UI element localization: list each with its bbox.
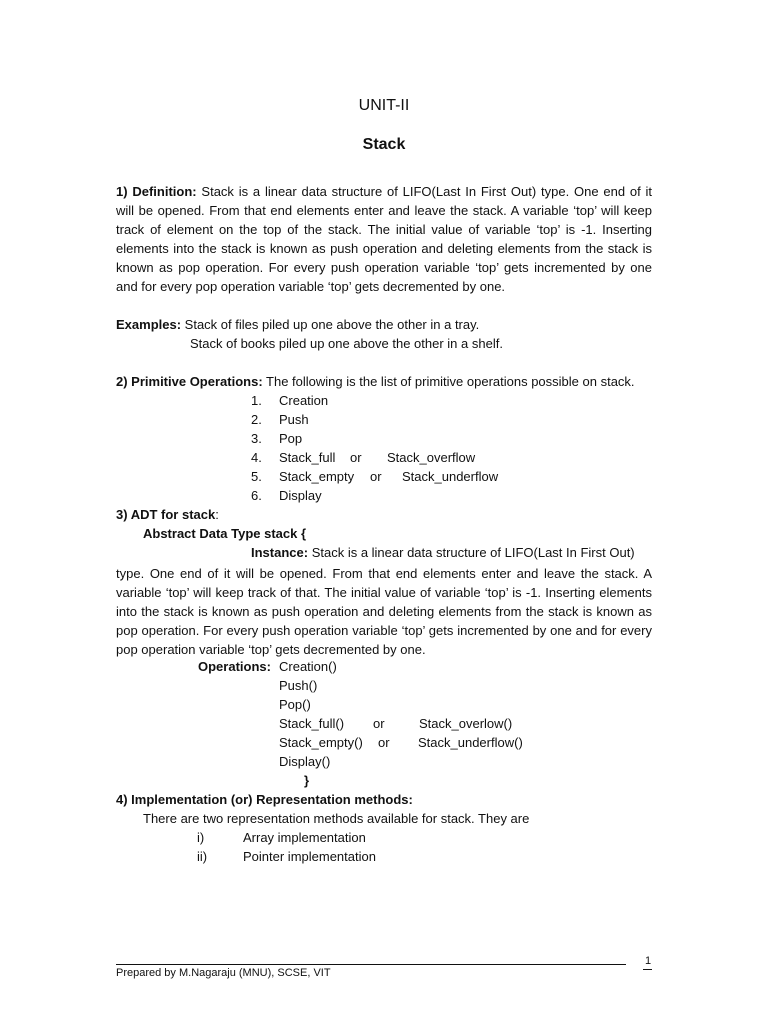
list-item (251, 412, 309, 427)
list-item-or: or (370, 469, 382, 484)
page-title: Stack (362, 136, 406, 153)
implementation-heading: 4) Implementation (or) Representation methods: (116, 792, 413, 807)
list-item-text: Pop (279, 431, 303, 446)
primitive-ops-heading (116, 374, 635, 389)
list-item (251, 450, 335, 465)
examples-line-1 (116, 317, 479, 332)
list-item (251, 393, 328, 408)
definition-text: Stack is a linear data structure of LIFO(Last In First Out) type. One end of it will be opened. From that end elements enter and leave the stack. A variable ‘top’ will keep track of element on the top of the stack. The initial value of variable ‘top’ is -1. Inserting elements into the stack is known as push operation and deleting elements from the stack is known as pop operation. For every push operation variable ‘top’ gets incremented by one and for every pop operation variable ‘top’ gets decremented by one. (116, 184, 652, 294)
instance-label: Instance: (251, 545, 309, 560)
list-item-text: Array implementation (243, 830, 366, 845)
list-item-alt: Stack_underflow (402, 469, 499, 484)
operation-item: Display() (279, 754, 331, 769)
list-item (251, 488, 322, 503)
adt-instance-paragraph: type. One end of it will be opened. From that end elements enter and leave the stack. A variable ‘top’ will keep track of that. The initial value of variable ‘top’ is -1. Inserting elements into the stack is known as push operation and deleting elements from the stack is known as pop operation. For every push operation variable ‘top’ gets incremented by one and for every pop operation variable ‘top’ gets decremented by one. (116, 566, 652, 657)
operation-or: or (373, 716, 385, 731)
definition-paragraph (116, 182, 652, 296)
page-number-underline (643, 969, 652, 970)
adt-declaration: Abstract Data Type stack { (143, 526, 307, 541)
list-item-number: 6. (251, 488, 262, 503)
list-item-text: Pointer implementation (243, 849, 376, 864)
list-item-text: Stack_empty (279, 469, 355, 484)
operation-or: or (378, 735, 390, 750)
page-number: 1 (645, 955, 652, 967)
footer-rule (116, 964, 626, 965)
list-item-number: i) (197, 830, 205, 845)
list-item-text: Stack_full (279, 450, 336, 465)
examples-text-1: Stack of files piled up one above the other in a tray. (181, 317, 480, 332)
operations-label: Operations: (198, 659, 271, 674)
operation-alt: Stack_overlow() (419, 716, 513, 731)
list-item-text: Creation (279, 393, 329, 408)
footer-author: Prepared by M.Nagaraju (MNU), SCSE, VIT (116, 967, 331, 979)
list-item-or: or (350, 450, 362, 465)
operation-item: Stack_full() (279, 716, 345, 731)
closing-brace: } (304, 773, 310, 788)
primitive-ops-label: 2) Primitive Operations: (116, 374, 263, 389)
operation-item: Pop() (279, 697, 311, 712)
list-item-number: ii) (197, 849, 208, 864)
adt-label: 3) ADT for stack (116, 507, 216, 522)
list-item (251, 469, 354, 484)
operation-item: Creation() (279, 659, 337, 674)
examples-line-2: Stack of books piled up one above the other in a shelf. (190, 336, 503, 351)
unit-title: UNIT-II (358, 97, 410, 114)
examples-label: Examples: (116, 317, 182, 332)
list-item-text: Display (279, 488, 322, 503)
list-item (251, 431, 302, 446)
list-item-alt: Stack_overflow (387, 450, 476, 465)
list-item-text: Push (279, 412, 309, 427)
operation-item: Stack_empty() (279, 735, 363, 750)
adt-heading (116, 507, 219, 522)
list-item-number: 5. (251, 469, 262, 484)
list-item-number: 4. (251, 450, 262, 465)
adt-instance-first-line (251, 545, 635, 560)
list-item-number: 2. (251, 412, 262, 427)
operation-item: Push() (279, 678, 318, 693)
list-item-number: 3. (251, 431, 262, 446)
instance-text-first: Stack is a linear data structure of LIFO(Last In First Out) (308, 545, 635, 560)
adt-colon: : (215, 507, 219, 522)
primitive-ops-intro: The following is the list of primitive operations possible on stack. (262, 374, 635, 389)
definition-label: 1) Definition: (116, 184, 197, 199)
operation-alt: Stack_underflow() (418, 735, 523, 750)
list-item-number: 1. (251, 393, 262, 408)
implementation-intro: There are two representation methods available for stack. They are (143, 811, 530, 826)
